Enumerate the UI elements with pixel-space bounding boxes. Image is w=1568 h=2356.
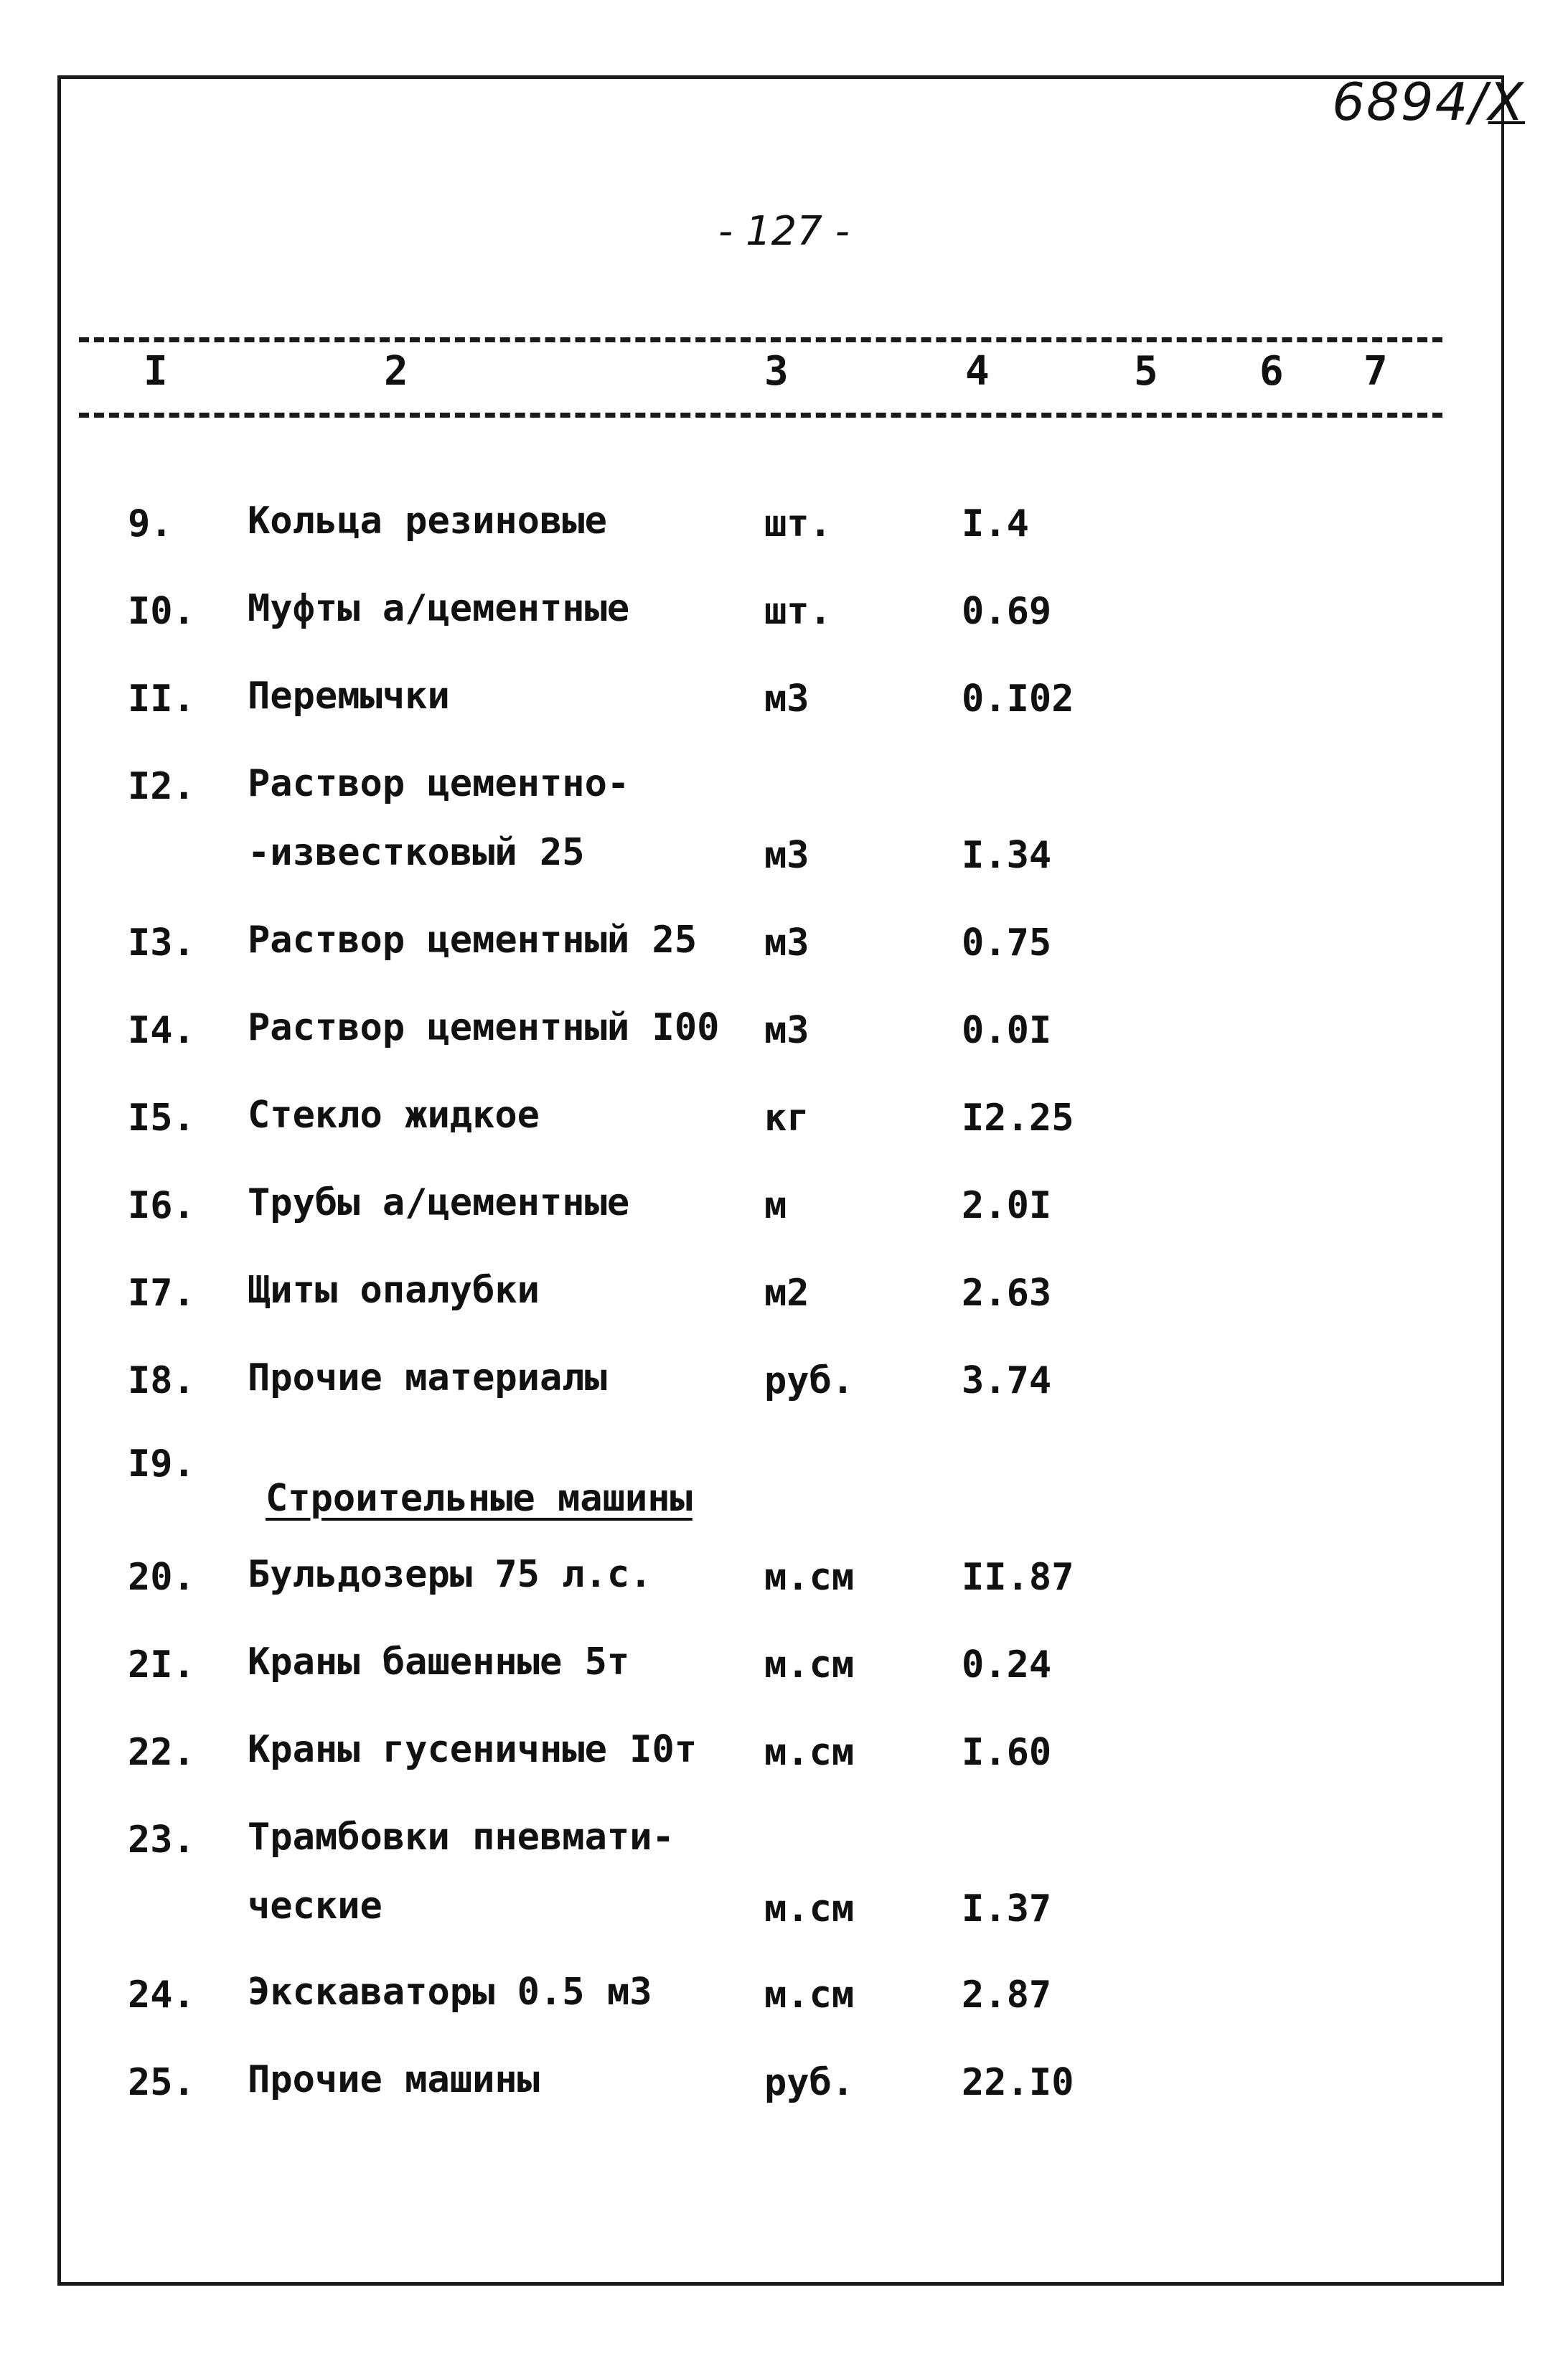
column-header-5: 5 bbox=[1134, 348, 1158, 395]
row-unit: м.см bbox=[764, 1887, 855, 1930]
row-value: 2.0I bbox=[962, 1184, 1052, 1227]
column-header-3: 3 bbox=[764, 348, 789, 395]
row-number: I3. bbox=[128, 921, 195, 965]
row-unit: руб. bbox=[764, 1359, 855, 1402]
document-number-volume: X bbox=[1488, 72, 1525, 132]
row-unit: м bbox=[764, 1184, 787, 1227]
row-unit: м3 bbox=[764, 1009, 809, 1052]
row-unit: м.см bbox=[764, 1643, 855, 1686]
row-name: Раствор цементный I00 bbox=[248, 1006, 720, 1049]
row-number: 24. bbox=[128, 1973, 195, 2017]
row-value: I.34 bbox=[962, 834, 1052, 877]
row-unit: м2 bbox=[764, 1272, 809, 1315]
row-value: 0.24 bbox=[962, 1643, 1052, 1686]
row-unit: м.см bbox=[764, 1731, 855, 1774]
row-value: II.87 bbox=[962, 1556, 1074, 1599]
column-header-4: 4 bbox=[965, 348, 990, 395]
row-value: 2.87 bbox=[962, 1973, 1052, 2017]
row-value: 0.0I bbox=[962, 1009, 1052, 1052]
row-number: I7. bbox=[128, 1272, 195, 1315]
column-header-2: 2 bbox=[384, 348, 408, 395]
row-name: Кольца резиновые bbox=[248, 499, 607, 543]
row-number: I9. bbox=[128, 1442, 195, 1486]
row-value: 2.63 bbox=[962, 1272, 1052, 1315]
row-name: Стекло жидкое bbox=[248, 1094, 540, 1137]
row-value: I2.25 bbox=[962, 1097, 1074, 1140]
row-name: Прочие материалы bbox=[248, 1356, 607, 1399]
row-unit: м3 bbox=[764, 677, 809, 721]
row-name: Щиты опалубки bbox=[248, 1269, 540, 1312]
row-number: II. bbox=[128, 677, 195, 721]
row-unit: шт. bbox=[764, 590, 832, 633]
row-number: I2. bbox=[128, 765, 195, 808]
row-number: 2I. bbox=[128, 1643, 195, 1686]
row-unit: шт. bbox=[764, 502, 832, 545]
row-name: Бульдозеры 75 л.с. bbox=[248, 1553, 652, 1596]
row-name: Краны башенные 5т bbox=[248, 1641, 630, 1684]
row-name: Трамбовки пневмати- ческие bbox=[248, 1816, 675, 1928]
row-value: 3.74 bbox=[962, 1359, 1052, 1402]
row-name: Муфты а/цементные bbox=[248, 587, 630, 630]
section-heading: Строительные машины bbox=[266, 1477, 693, 1520]
row-number: 9. bbox=[128, 502, 173, 545]
row-name: Краны гусеничные I0т bbox=[248, 1728, 698, 1771]
table-header-rule-bottom bbox=[79, 413, 1442, 418]
table-header-rule-top bbox=[79, 337, 1442, 342]
row-name: Трубы а/цементные bbox=[248, 1181, 630, 1224]
row-value: I.60 bbox=[962, 1731, 1052, 1774]
row-value: 0.I02 bbox=[962, 677, 1074, 721]
document-number bbox=[1332, 72, 1525, 132]
row-number: I0. bbox=[128, 590, 195, 633]
row-unit: руб. bbox=[764, 2061, 855, 2104]
row-unit: м.см bbox=[764, 1556, 855, 1599]
row-value: I.37 bbox=[962, 1887, 1052, 1930]
document-number-main: 6894/ bbox=[1332, 72, 1488, 132]
row-number: I6. bbox=[128, 1184, 195, 1227]
row-value: I.4 bbox=[962, 502, 1029, 545]
row-number: 20. bbox=[128, 1556, 195, 1599]
row-value: 0.75 bbox=[962, 921, 1052, 965]
row-value: 22.I0 bbox=[962, 2061, 1074, 2104]
row-name: Экскаваторы 0.5 м3 bbox=[248, 1971, 652, 2014]
row-number: 25. bbox=[128, 2061, 195, 2104]
row-value: 0.69 bbox=[962, 590, 1052, 633]
row-number: I4. bbox=[128, 1009, 195, 1052]
row-name: Перемычки bbox=[248, 675, 450, 718]
column-header-6: 6 bbox=[1259, 348, 1284, 395]
row-unit: м3 bbox=[764, 834, 809, 877]
page-number: - 127 - bbox=[718, 208, 850, 255]
row-unit: кг bbox=[764, 1097, 809, 1140]
row-number: 22. bbox=[128, 1731, 195, 1774]
column-header-1: I bbox=[144, 348, 168, 395]
column-header-7: 7 bbox=[1363, 348, 1388, 395]
row-name: Прочие машины bbox=[248, 2058, 540, 2101]
row-unit: м3 bbox=[764, 921, 809, 965]
row-unit: м.см bbox=[764, 1973, 855, 2017]
row-name: Раствор цементный 25 bbox=[248, 919, 698, 962]
row-number: 23. bbox=[128, 1818, 195, 1862]
row-number: I8. bbox=[128, 1359, 195, 1402]
row-name: Раствор цементно- -известковый 25 bbox=[248, 762, 630, 874]
row-number: I5. bbox=[128, 1097, 195, 1140]
